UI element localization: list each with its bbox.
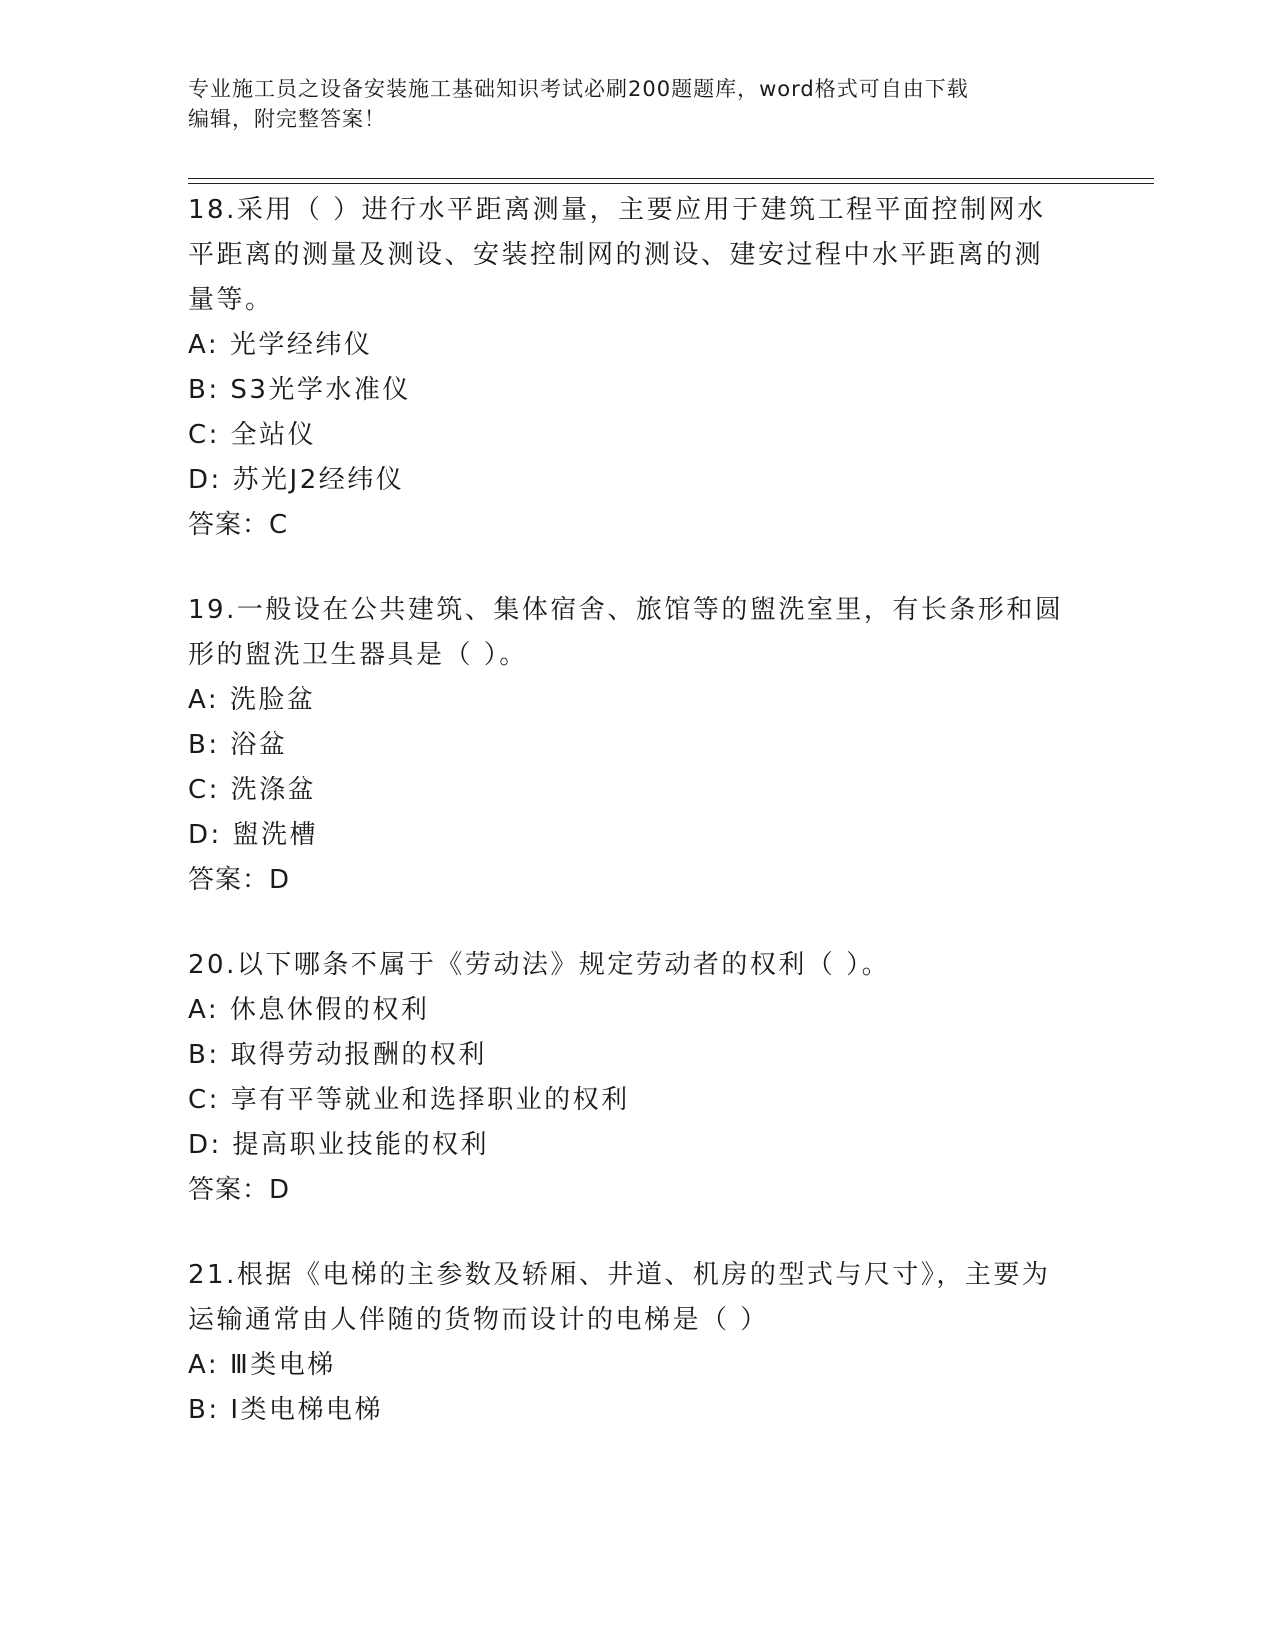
option-a: A: Ⅲ类电梯 [188,1350,336,1380]
question-18 [188,188,1088,548]
header-divider-bottom [188,183,1154,184]
header-divider-top [188,178,1154,179]
answer: 答案：D [188,865,291,895]
question-stem-line: 20.以下哪条不属于《劳动法》规定劳动者的权利（ ）。 [188,950,891,980]
question-stem-line: 21.根据《电梯的主参数及轿厢、井道、机房的型式与尺寸》，主要为 [188,1260,1051,1290]
option-c: C: 享有平等就业和选择职业的权利 [188,1085,630,1115]
option-b: B: S3光学水准仪 [188,375,411,405]
question-list [188,188,1088,1473]
header-line-1: 专业施工员之设备安装施工基础知识考试必刷200题题库，word格式可自由下载 [188,77,969,101]
answer: 答案：C [188,510,289,540]
answer: 答案：D [188,1175,291,1205]
option-a: A: 休息休假的权利 [188,995,430,1025]
option-d: D: 苏光J2经纬仪 [188,465,405,495]
question-20 [188,943,1088,1213]
question-stem-line: 19.一般设在公共建筑、集体宿舍、旅馆等的盥洗室里，有长条形和圆 [188,595,1064,625]
question-stem-line: 平距离的测量及测设、安装控制网的测设、建安过程中水平距离的测 [188,240,1044,270]
option-b: B: 浴盆 [188,730,288,760]
header-line-2: 编辑，附完整答案！ [188,107,386,131]
question-21 [188,1253,1088,1433]
question-stem-line: 形的盥洗卫生器具是（ ）。 [188,640,528,670]
option-a: A: 光学经纬仪 [188,330,373,360]
option-a: A: 洗脸盆 [188,685,316,715]
option-d: D: 提高职业技能的权利 [188,1130,490,1160]
question-19 [188,588,1088,903]
option-b: B: Ⅰ类电梯电梯 [188,1395,384,1425]
option-c: C: 洗涤盆 [188,775,317,805]
question-stem-line: 量等。 [188,285,274,315]
question-stem-line: 运输通常由人伴随的货物而设计的电梯是（ ） [188,1305,769,1335]
option-b: B: 取得劳动报酬的权利 [188,1040,487,1070]
option-d: D: 盥洗槽 [188,820,319,850]
question-stem-line: 18.采用（ ）进行水平距离测量，主要应用于建筑工程平面控制网水 [188,195,1046,225]
option-c: C: 全站仪 [188,420,317,450]
document-header [188,74,1088,134]
